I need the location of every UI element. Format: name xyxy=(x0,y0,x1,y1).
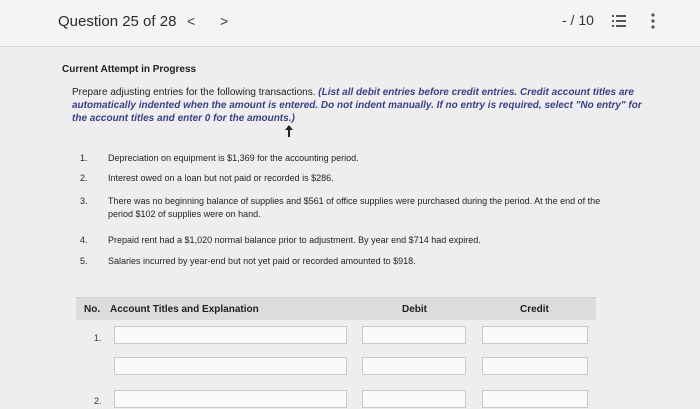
credit-input[interactable] xyxy=(482,390,588,408)
transaction-item xyxy=(80,172,660,184)
transaction-number: 4. xyxy=(80,235,88,245)
transaction-item xyxy=(80,152,660,164)
journal-table-header xyxy=(76,297,596,320)
transaction-item xyxy=(80,255,660,267)
column-header-no: No. xyxy=(84,304,101,315)
debit-input[interactable] xyxy=(362,357,466,375)
transaction-number: 1. xyxy=(80,153,88,163)
transaction-item xyxy=(80,195,660,221)
column-header-account: Account Titles and Explanation xyxy=(110,304,259,315)
more-vertical-icon[interactable] xyxy=(650,12,656,30)
transaction-text: Interest owed on a loan but not paid or recorded is $286. xyxy=(108,173,334,183)
next-question-button[interactable]: > xyxy=(220,13,229,29)
debit-input[interactable] xyxy=(362,390,466,408)
previous-question-button[interactable]: < xyxy=(187,13,196,29)
list-icon[interactable] xyxy=(612,14,626,28)
transaction-text: Prepaid rent had a $1,020 normal balance prior to adjustment. By year end $714 had expired. xyxy=(108,235,481,245)
account-title-input[interactable] xyxy=(114,326,347,344)
entry-number: 2. xyxy=(94,396,102,406)
column-header-debit: Debit xyxy=(402,304,427,315)
account-title-input[interactable] xyxy=(114,390,347,408)
attempt-status: Current Attempt in Progress xyxy=(62,64,197,75)
transaction-number: 5. xyxy=(80,256,88,266)
transaction-text: Depreciation on equipment is $1,369 for the accounting period. xyxy=(108,153,359,163)
transaction-text-line-2: period $102 of supplies were on hand. xyxy=(108,209,261,219)
debit-input[interactable] xyxy=(362,326,466,344)
top-bar xyxy=(0,0,700,47)
instructions xyxy=(72,86,657,125)
instructions-emphasis: (List all debit entries before credit entries. Credit account titles are automatically indented when the amount is entered. Do not indent manually. If no entry is required, select "No entry" for the account titles and enter 0 for the amounts.) xyxy=(72,87,642,124)
transaction-text: Salaries incurred by year-end but not yet paid or recorded amounted to $918. xyxy=(108,256,416,266)
account-title-input[interactable] xyxy=(114,357,347,375)
column-header-credit: Credit xyxy=(520,304,549,315)
score-display: - / 10 xyxy=(562,12,594,28)
credit-input[interactable] xyxy=(482,357,588,375)
entry-number: 1. xyxy=(94,333,102,343)
mouse-pointer-icon xyxy=(285,125,293,137)
transaction-item xyxy=(80,234,660,246)
transaction-number: 3. xyxy=(80,196,88,206)
transaction-text-line-1: There was no beginning balance of supplies and $561 of office supplies were purchased during the period. At the end of the xyxy=(108,196,601,206)
credit-input[interactable] xyxy=(482,326,588,344)
instructions-lead: Prepare adjusting entries for the following transactions. xyxy=(72,87,316,98)
transaction-number: 2. xyxy=(80,173,88,183)
question-title: Question 25 of 28 xyxy=(58,13,177,30)
